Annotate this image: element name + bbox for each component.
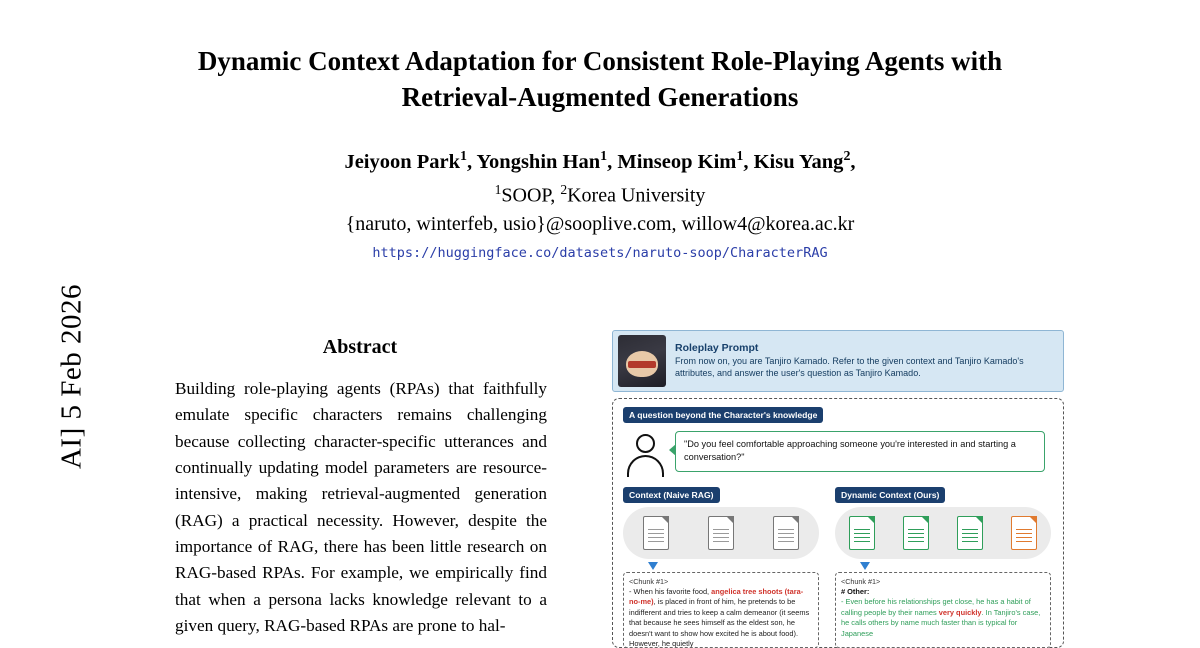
author-list: Jeiyoon Park$^1$, Yongshin Han$^1$, Minseop Kim$^1$, Kisu Yang$^2$, xyxy=(344,149,856,173)
document-gray-2 xyxy=(708,516,734,550)
document-orange-1 xyxy=(1011,516,1037,550)
arrow-down-right-icon xyxy=(860,562,870,570)
right-chunk-label: <Chunk #1> xyxy=(841,577,881,586)
document-green-1 xyxy=(849,516,875,550)
roleplay-prompt-box xyxy=(612,330,1064,392)
document-green-3 xyxy=(957,516,983,550)
pipeline-panel xyxy=(612,398,1064,648)
prompt-body: From now on, you are Tanjiro Kamado. Refer to the given context and Tanjiro Kamado's attributes, and answer the user's question as Tanjiro Kamado. xyxy=(675,356,1024,378)
context-naive-tag: Context (Naive RAG) xyxy=(623,487,720,503)
user-head-shape xyxy=(636,434,655,453)
question-tag: A question beyond the Character's knowledge xyxy=(623,407,823,423)
affiliation-line: $^1$SOOP, $^2$Korea University xyxy=(494,182,706,207)
tanjiro-avatar-icon xyxy=(618,335,666,387)
abstract-heading: Abstract xyxy=(322,336,398,358)
right-chunk-text: - Even before his relationships get close, he has a habit of calling people by their names very quickly. In Tanjiro's case, he calls others by name much faster than is typical for Japanese xyxy=(841,597,1041,638)
left-chunk-highlight: angelica tree shoots (tara-no-me) xyxy=(629,587,804,607)
user-question-bubble: "Do you feel comfortable approaching someone you're interested in and starting a conversation?" xyxy=(675,431,1045,472)
email-line: {naruto, winterfeb, usio}@sooplive.com, willow4@korea.ac.kr xyxy=(345,213,855,235)
right-chunk-other-label: # Other: xyxy=(841,587,870,597)
figure-overview xyxy=(612,330,1064,648)
document-green-2 xyxy=(903,516,929,550)
user-body-shape xyxy=(627,455,664,477)
left-chunk-text: - When his favorite food, angelica tree shoots (tara-no-me), is placed in front of him, he pretends to be indifferent and tries to keep a calm demeanor (it seems that because he sees himself as the eldest son, he doesn't want to show how excited he is about food). However, he quietly xyxy=(629,587,810,648)
dynamic-document-row xyxy=(835,507,1051,559)
abstract-text: Building role-playing agents (RPAs) that faithfully emulate specific characters remains challenging because collecting character-specific utterances and continually updating model parameters are resource-intensive, making retrieval-augmented generation (RAG) a practical necessity. However, despite the importance of RAG, there has been little research on RAG-based RPAs. For example, we empirically find that when a persona lacks knowledge relevant to a given query, RAG-based RPAs are prone to hal- xyxy=(175,379,547,635)
document-gray-1 xyxy=(643,516,669,550)
naive-document-row xyxy=(623,507,819,559)
arxiv-stamp: AI] 5 Feb 2026 xyxy=(55,284,88,470)
dynamic-chunk-box xyxy=(835,572,1051,648)
context-dynamic-tag: Dynamic Context (Ours) xyxy=(835,487,945,503)
right-chunk-highlight: very quickly xyxy=(938,607,982,617)
arrow-down-left-icon xyxy=(648,562,658,570)
dataset-link[interactable]: https://huggingface.co/datasets/naruto-soop/CharacterRAG xyxy=(372,245,828,261)
left-chunk-label: <Chunk #1> xyxy=(629,577,669,586)
document-gray-3 xyxy=(773,516,799,550)
prompt-text-block xyxy=(675,342,1055,379)
page-title: Dynamic Context Adaptation for Consistent Role-Playing Agents with Retrieval-Augmented Generations xyxy=(197,46,1003,112)
naive-chunk-box xyxy=(623,572,819,648)
prompt-title: Roleplay Prompt xyxy=(675,342,759,355)
user-avatar-icon xyxy=(625,431,667,477)
